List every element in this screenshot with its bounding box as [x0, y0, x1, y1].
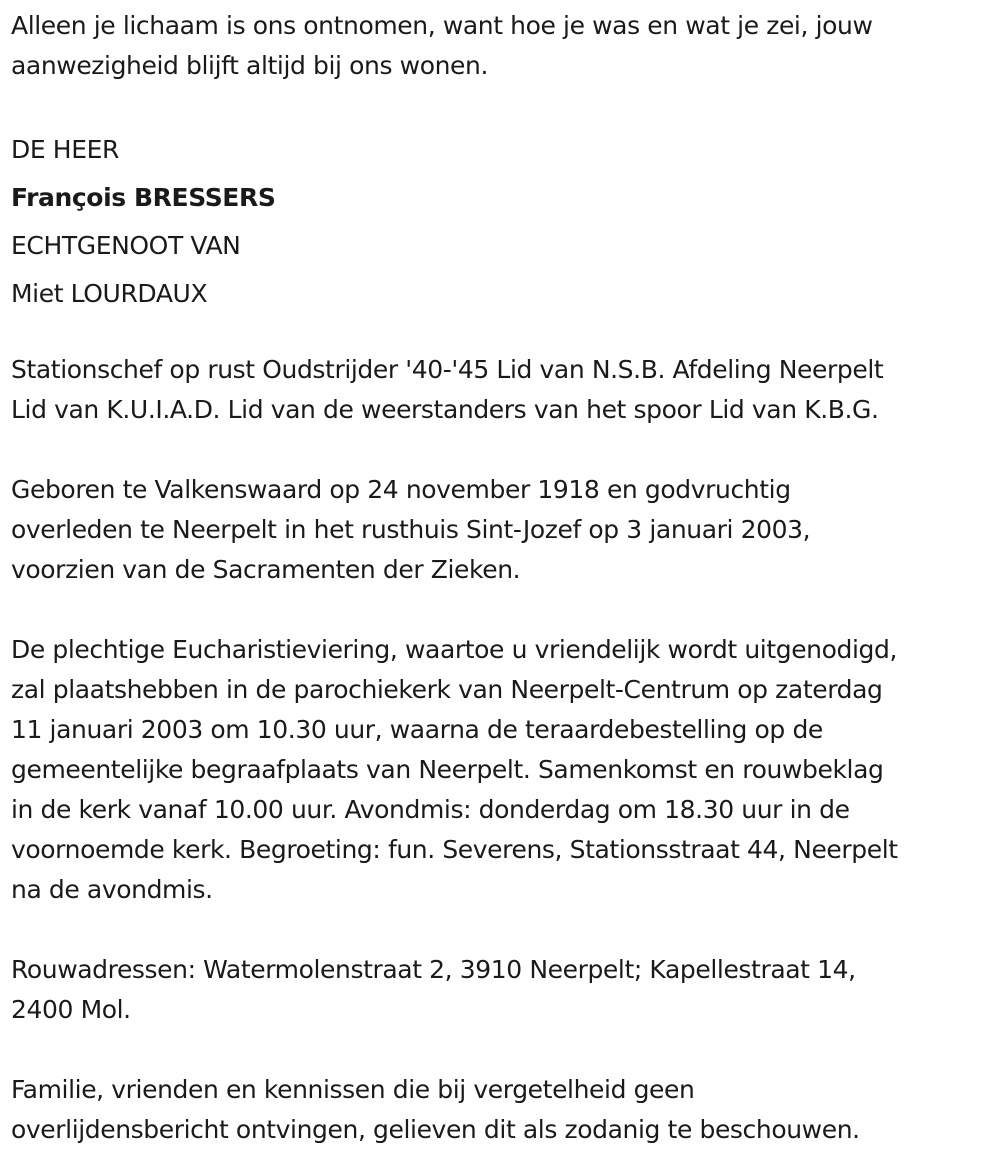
birth-death-line: Geboren te Valkenswaard op 24 november 1918 en godvruchtig [11, 475, 791, 504]
addresses-line: 2400 Mol. [11, 995, 131, 1024]
quote-paragraph [11, 6, 873, 86]
quote-line: Alleen je lichaam is ons ontnomen, want hoe je was en wat je zei, jouw [11, 11, 873, 40]
ceremony-paragraph [11, 630, 898, 910]
relation-label: ECHTGENOOT VAN [11, 231, 241, 260]
birth-death-line: voorzien van de Sacramenten der Zieken. [11, 555, 521, 584]
closing-paragraph [11, 1070, 860, 1150]
ceremony-line: in de kerk vanaf 10.00 uur. Avondmis: donderdag om 18.30 uur in de [11, 795, 850, 824]
spouse-name: Miet LOURDAUX [11, 279, 208, 308]
closing-line: Familie, vrienden en kennissen die bij vergetelheid geen [11, 1075, 695, 1104]
quote-line: aanwezigheid blijft altijd bij ons wonen. [11, 51, 489, 80]
addresses-line: Rouwadressen: Watermolenstraat 2, 3910 Neerpelt; Kapellestraat 14, [11, 955, 856, 984]
ceremony-line: zal plaatshebben in de parochiekerk van Neerpelt-Centrum op zaterdag [11, 675, 883, 704]
roles-paragraph [11, 350, 883, 430]
birth-death-paragraph [11, 470, 810, 590]
roles-line: Stationschef op rust Oudstrijder '40-'45 Lid van N.S.B. Afdeling Neerpelt [11, 355, 884, 384]
ceremony-line: gemeentelijke begraafplaats van Neerpelt. Samenkomst en rouwbeklag [11, 755, 884, 784]
ceremony-line: na de avondmis. [11, 875, 213, 904]
roles-line: Lid van K.U.I.A.D. Lid van de weerstanders van het spoor Lid van K.B.G. [11, 395, 879, 424]
ceremony-line: 11 januari 2003 om 10.30 uur, waarna de teraardebestelling op de [11, 715, 823, 744]
birth-death-line: overleden te Neerpelt in het rusthuis Sint-Jozef op 3 januari 2003, [11, 515, 811, 544]
deceased-name: François BRESSERS [11, 183, 276, 212]
honorific-title: DE HEER [11, 135, 119, 164]
closing-line: overlijdensbericht ontvingen, gelieven dit als zodanig te beschouwen. [11, 1115, 860, 1144]
ceremony-line: voornoemde kerk. Begroeting: fun. Severens, Stationsstraat 44, Neerpelt [11, 835, 898, 864]
ceremony-line: De plechtige Eucharistieviering, waartoe u vriendelijk wordt uitgenodigd, [11, 635, 898, 664]
name-block [11, 126, 275, 318]
addresses-paragraph [11, 950, 856, 1030]
